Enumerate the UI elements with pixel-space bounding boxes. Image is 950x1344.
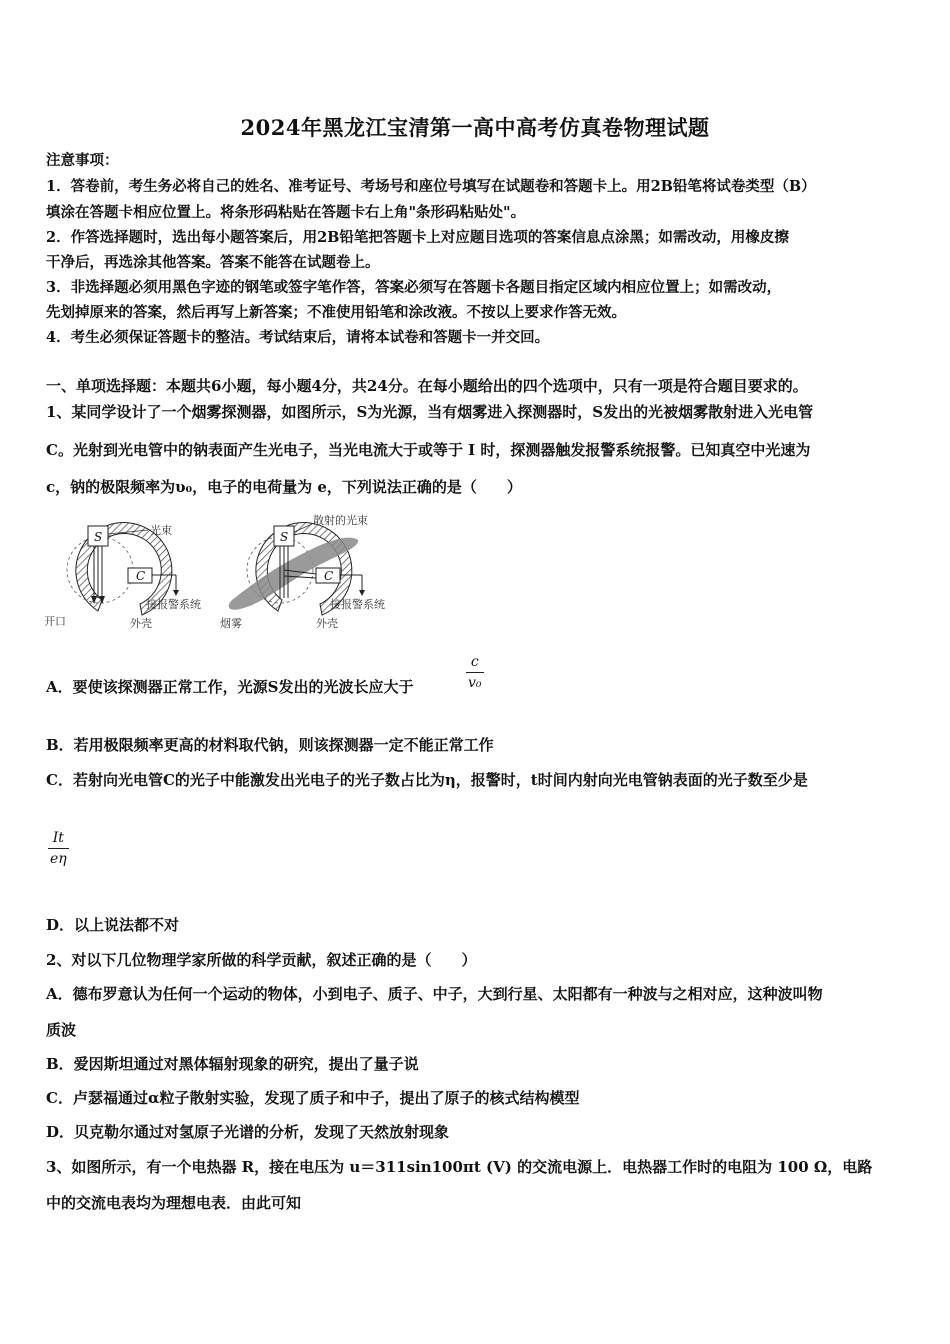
option-a: A．德布罗意认为任何一个运动的物体，小到电子、质子、中子，大到行星、太阳都有一种波与之相对应，这种波叫物 — [46, 985, 823, 1003]
question-stem: 3、如图所示，有一个电热器 R，接在电压为 u＝311sin100πt (V) 的交流电源上．电热器工作时的电阻为 100 Ω，电路 — [46, 1158, 873, 1176]
fraction-denominator: v₀ — [468, 675, 482, 691]
beam-label: 光束 — [150, 524, 172, 537]
smoke-detector-figure — [40, 512, 410, 637]
page-title: 2024年黑龙江宝清第一高中高考仿真卷物理试题 — [240, 115, 710, 140]
notes-line: 1．答卷前，考生务必将自己的姓名、准考证号、考场号和座位号填写在试题卷和答题卡上。用2B铅笔将试卷类型（B） — [46, 178, 816, 195]
question-stem: 1、某同学设计了一个烟雾探测器，如图所示，S为光源，当有烟雾进入探测器时，S发出的光被烟雾散射进入光电管 — [46, 403, 814, 421]
fraction-bar — [466, 672, 484, 673]
fraction-denominator: eη — [50, 851, 67, 867]
question-stem: c，钠的极限频率为υ₀，电子的电荷量为 e，下列说法正确的是（ ） — [46, 478, 522, 496]
notes-line: 干净后，再选涂其他答案。答案不能答在试题卷上。 — [46, 254, 380, 271]
option-c: C．卢瑟福通过α粒子散射实验，发现了质子和中子，提出了原子的核式结构模型 — [46, 1089, 580, 1107]
question-stem: 2、对以下几位物理学家所做的科学贡献，叙述正确的是（ ） — [46, 951, 477, 969]
smoke-label: 烟雾 — [220, 617, 242, 630]
photocell-label: C — [324, 569, 334, 583]
scattered-beam-label: 散射的光束 — [313, 514, 368, 527]
detector-right — [220, 513, 385, 630]
notes-heading: 注意事项： — [46, 152, 119, 169]
photocell-label: C — [136, 569, 146, 583]
option-a: A．要使该探测器正常工作，光源S发出的光波长应大于 — [46, 678, 414, 696]
option-d: D．贝克勒尔通过对氢原子光谱的分析，发现了天然放射现象 — [46, 1123, 450, 1141]
source-label: S — [94, 530, 103, 544]
notes-line: 2．作答选择题时，选出每小题答案后，用2B铅笔把答题卡上对应题目选项的答案信息点涂黑；如需改动，用橡皮擦 — [46, 229, 789, 246]
question-stem: 中的交流电表均为理想电表．由此可知 — [46, 1194, 302, 1212]
notes-line: 3．非选择题必须用黑色字迹的钢笔或签字笔作答，答案必须写在答题卡各题目指定区域内相应位置上；如需改动， — [46, 279, 782, 296]
detector-left — [44, 523, 201, 630]
option-a-continued: 质波 — [46, 1021, 77, 1039]
question-stem: C。光射到光电管中的钠表面产生光电子，当光电流大于或等于 I 时，探测器触发报警系统报警。已知真空中光速为 — [46, 441, 811, 459]
fraction-bar — [48, 848, 69, 849]
option-b: B．若用极限频率更高的材料取代钠，则该探测器一定不能正常工作 — [46, 736, 494, 754]
notes-line: 4．考生必须保证答题卡的整洁。考试结束后，请将本试卷和答题卡一并交回。 — [46, 329, 550, 346]
option-c: C．若射向光电管C的光子中能激发出光电子的光子数占比为η，报警时，t时间内射向光电管钠表面的光子数至少是 — [46, 771, 808, 789]
shell-label: 外壳 — [316, 617, 338, 630]
shell-label: 外壳 — [130, 617, 152, 630]
alarm-label: 接报警系统 — [146, 598, 201, 611]
notes-line: 填涂在答题卡相应位置上。将条形码粘贴在答题卡右上角"条形码粘贴处"。 — [46, 204, 526, 221]
alarm-label: 接报警系统 — [330, 598, 385, 611]
fraction-numerator: c — [470, 654, 479, 670]
source-label: S — [280, 530, 289, 544]
opening-label: 开口 — [44, 615, 66, 628]
option-d: D．以上说法都不对 — [46, 916, 180, 934]
option-b: B．爱因斯坦通过对黑体辐射现象的研究，提出了量子说 — [46, 1055, 419, 1073]
section-heading: 一、单项选择题：本题共6小题，每小题4分，共24分。在每小题给出的四个选项中，只有一项是符合题目要求的。 — [46, 377, 808, 395]
notes-line: 先划掉原来的答案，然后再写上新答案；不准使用铅笔和涂改液。不按以上要求作答无效。 — [46, 304, 626, 321]
option-c-fraction — [48, 830, 69, 867]
fraction-numerator: It — [52, 830, 64, 846]
option-a-fraction — [466, 654, 484, 691]
